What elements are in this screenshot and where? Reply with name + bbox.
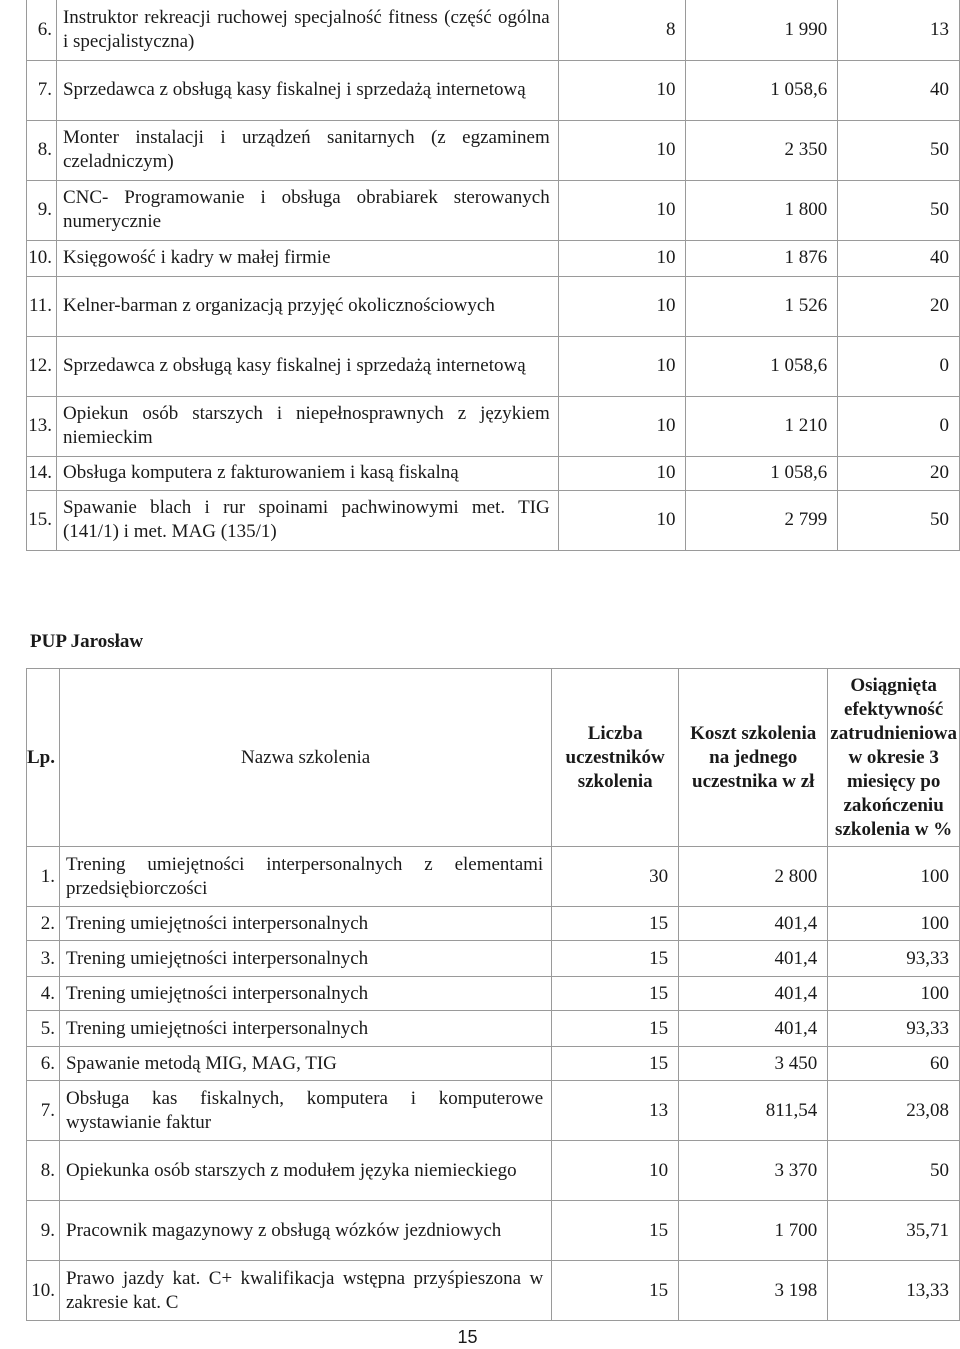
row-number: 11.: [27, 276, 57, 336]
effectiveness-percent: 50: [838, 180, 960, 240]
effectiveness-percent: 100: [828, 907, 960, 941]
cost-per-participant: 811,54: [679, 1081, 828, 1141]
effectiveness-percent: 40: [838, 60, 960, 120]
cost-per-participant: 1 058,6: [686, 456, 838, 490]
row-number: 7.: [27, 60, 57, 120]
training-name: Trening umiejętności interpersonalnych: [60, 941, 552, 977]
participants-count: 15: [552, 977, 679, 1011]
header-participants: Liczba uczestników szkolenia: [552, 669, 679, 847]
row-number: 8.: [27, 1141, 60, 1201]
header-name: Nazwa szkolenia: [60, 669, 552, 847]
participants-count: 10: [558, 336, 686, 396]
training-name: Instruktor rekreacji ruchowej specjalność fitness (część ogólna i specjalistyczna): [56, 0, 558, 60]
row-number: 9.: [27, 1201, 60, 1261]
cost-per-participant: 2 350: [686, 120, 838, 180]
participants-count: 15: [552, 907, 679, 941]
cost-per-participant: 1 876: [686, 240, 838, 276]
effectiveness-percent: 93,33: [828, 1011, 960, 1047]
training-table-pup-jaroslaw: [26, 668, 960, 1321]
table-row: [27, 1011, 960, 1047]
effectiveness-percent: 13: [838, 0, 960, 60]
training-name: Obsługa kas fiskalnych, komputera i komputerowe wystawianie faktur: [60, 1081, 552, 1141]
row-number: 12.: [27, 336, 57, 396]
participants-count: 15: [552, 941, 679, 977]
table-row: [27, 907, 960, 941]
table-row: [27, 941, 960, 977]
training-table-pup-jaroslaw-body: [27, 847, 960, 1321]
training-name: Kelner-barman z organizacją przyjęć okolicznościowych: [56, 276, 558, 336]
row-number: 7.: [27, 1081, 60, 1141]
table-row: [27, 180, 960, 240]
training-name: Monter instalacji i urządzeń sanitarnych (z egzaminem czeladniczym): [56, 120, 558, 180]
table-header-row: [27, 669, 960, 847]
table-row: [27, 120, 960, 180]
training-name: Opiekunka osób starszych z modułem języka niemieckiego: [60, 1141, 552, 1201]
table-row: [27, 1141, 960, 1201]
participants-count: 8: [558, 0, 686, 60]
participants-count: 15: [552, 1261, 679, 1321]
section-title: PUP Jarosław: [30, 631, 144, 652]
effectiveness-percent: 35,71: [828, 1201, 960, 1261]
participants-count: 10: [558, 180, 686, 240]
participants-count: 10: [558, 276, 686, 336]
effectiveness-percent: 50: [828, 1141, 960, 1201]
training-name: Opiekun osób starszych i niepełnosprawnych z językiem niemieckim: [56, 396, 558, 456]
row-number: 6.: [27, 1047, 60, 1081]
row-number: 10.: [27, 240, 57, 276]
participants-count: 10: [558, 396, 686, 456]
training-name: CNC- Programowanie i obsługa obrabiarek sterowanych numerycznie: [56, 180, 558, 240]
training-name: Spawanie metodą MIG, MAG, TIG: [60, 1047, 552, 1081]
table-row: [27, 1047, 960, 1081]
table-row: [27, 276, 960, 336]
table-row: [27, 0, 960, 60]
row-number: 4.: [27, 977, 60, 1011]
header-cost: Koszt szkolenia na jednego uczestnika w zł: [679, 669, 828, 847]
cost-per-participant: 1 800: [686, 180, 838, 240]
effectiveness-percent: 60: [828, 1047, 960, 1081]
page-number: 15: [457, 1327, 478, 1347]
table-row: [27, 60, 960, 120]
cost-per-participant: 1 058,6: [686, 336, 838, 396]
participants-count: 10: [558, 240, 686, 276]
participants-count: 15: [552, 1011, 679, 1047]
training-name: Sprzedawca z obsługą kasy fiskalnej i sprzedażą internetową: [56, 336, 558, 396]
cost-per-participant: 401,4: [679, 907, 828, 941]
effectiveness-percent: 13,33: [828, 1261, 960, 1321]
cost-per-participant: 401,4: [679, 941, 828, 977]
effectiveness-percent: 100: [828, 977, 960, 1011]
training-name: Spawanie blach i rur spoinami pachwinowymi met. TIG (141/1) i met. MAG (135/1): [56, 490, 558, 550]
effectiveness-percent: 0: [838, 396, 960, 456]
table-row: [27, 1261, 960, 1321]
participants-count: 15: [552, 1047, 679, 1081]
effectiveness-percent: 20: [838, 456, 960, 490]
participants-count: 10: [552, 1141, 679, 1201]
training-name: Trening umiejętności interpersonalnych: [60, 977, 552, 1011]
row-number: 10.: [27, 1261, 60, 1321]
cost-per-participant: 401,4: [679, 1011, 828, 1047]
participants-count: 10: [558, 456, 686, 490]
participants-count: 10: [558, 490, 686, 550]
row-number: 15.: [27, 490, 57, 550]
training-name: Trening umiejętności interpersonalnych z elementami przedsiębiorczości: [60, 847, 552, 907]
table-row: [27, 336, 960, 396]
training-table-continued: [26, 0, 960, 551]
cost-per-participant: 1 700: [679, 1201, 828, 1261]
table-row: [27, 977, 960, 1011]
effectiveness-percent: 20: [838, 276, 960, 336]
table-row: [27, 490, 960, 550]
row-number: 2.: [27, 907, 60, 941]
training-name: Sprzedawca z obsługą kasy fiskalnej i sprzedażą internetową: [56, 60, 558, 120]
row-number: 9.: [27, 180, 57, 240]
cost-per-participant: 1 990: [686, 0, 838, 60]
row-number: 3.: [27, 941, 60, 977]
training-name: Trening umiejętności interpersonalnych: [60, 907, 552, 941]
table-row: [27, 1081, 960, 1141]
table-row: [27, 1201, 960, 1261]
participants-count: 13: [552, 1081, 679, 1141]
row-number: 1.: [27, 847, 60, 907]
participants-count: 10: [558, 120, 686, 180]
cost-per-participant: 2 799: [686, 490, 838, 550]
row-number: 14.: [27, 456, 57, 490]
row-number: 6.: [27, 0, 57, 60]
effectiveness-percent: 23,08: [828, 1081, 960, 1141]
row-number: 8.: [27, 120, 57, 180]
cost-per-participant: 1 210: [686, 396, 838, 456]
participants-count: 30: [552, 847, 679, 907]
table-row: [27, 847, 960, 907]
effectiveness-percent: 93,33: [828, 941, 960, 977]
training-table-continued-body: [27, 0, 960, 550]
effectiveness-percent: 50: [838, 120, 960, 180]
training-name: Obsługa komputera z fakturowaniem i kasą fiskalną: [56, 456, 558, 490]
effectiveness-percent: 40: [838, 240, 960, 276]
training-name: Księgowość i kadry w małej firmie: [56, 240, 558, 276]
table-row: [27, 240, 960, 276]
cost-per-participant: 3 450: [679, 1047, 828, 1081]
cost-per-participant: 1 526: [686, 276, 838, 336]
table-row: [27, 396, 960, 456]
cost-per-participant: 3 370: [679, 1141, 828, 1201]
effectiveness-percent: 50: [838, 490, 960, 550]
participants-count: 10: [558, 60, 686, 120]
effectiveness-percent: 100: [828, 847, 960, 907]
cost-per-participant: 3 198: [679, 1261, 828, 1321]
table-row: [27, 456, 960, 490]
cost-per-participant: 1 058,6: [686, 60, 838, 120]
row-number: 13.: [27, 396, 57, 456]
row-number: 5.: [27, 1011, 60, 1047]
header-effectiveness: Osiągnięta efektywność zatrudnieniowa w okresie 3 miesięcy po zakończeniu szkolenia w %: [828, 669, 960, 847]
training-name: Trening umiejętności interpersonalnych: [60, 1011, 552, 1047]
participants-count: 15: [552, 1201, 679, 1261]
header-lp: Lp.: [27, 669, 60, 847]
effectiveness-percent: 0: [838, 336, 960, 396]
training-name: Pracownik magazynowy z obsługą wózków jezdniowych: [60, 1201, 552, 1261]
cost-per-participant: 2 800: [679, 847, 828, 907]
cost-per-participant: 401,4: [679, 977, 828, 1011]
training-name: Prawo jazdy kat. C+ kwalifikacja wstępna przyśpieszona w zakresie kat. C: [60, 1261, 552, 1321]
